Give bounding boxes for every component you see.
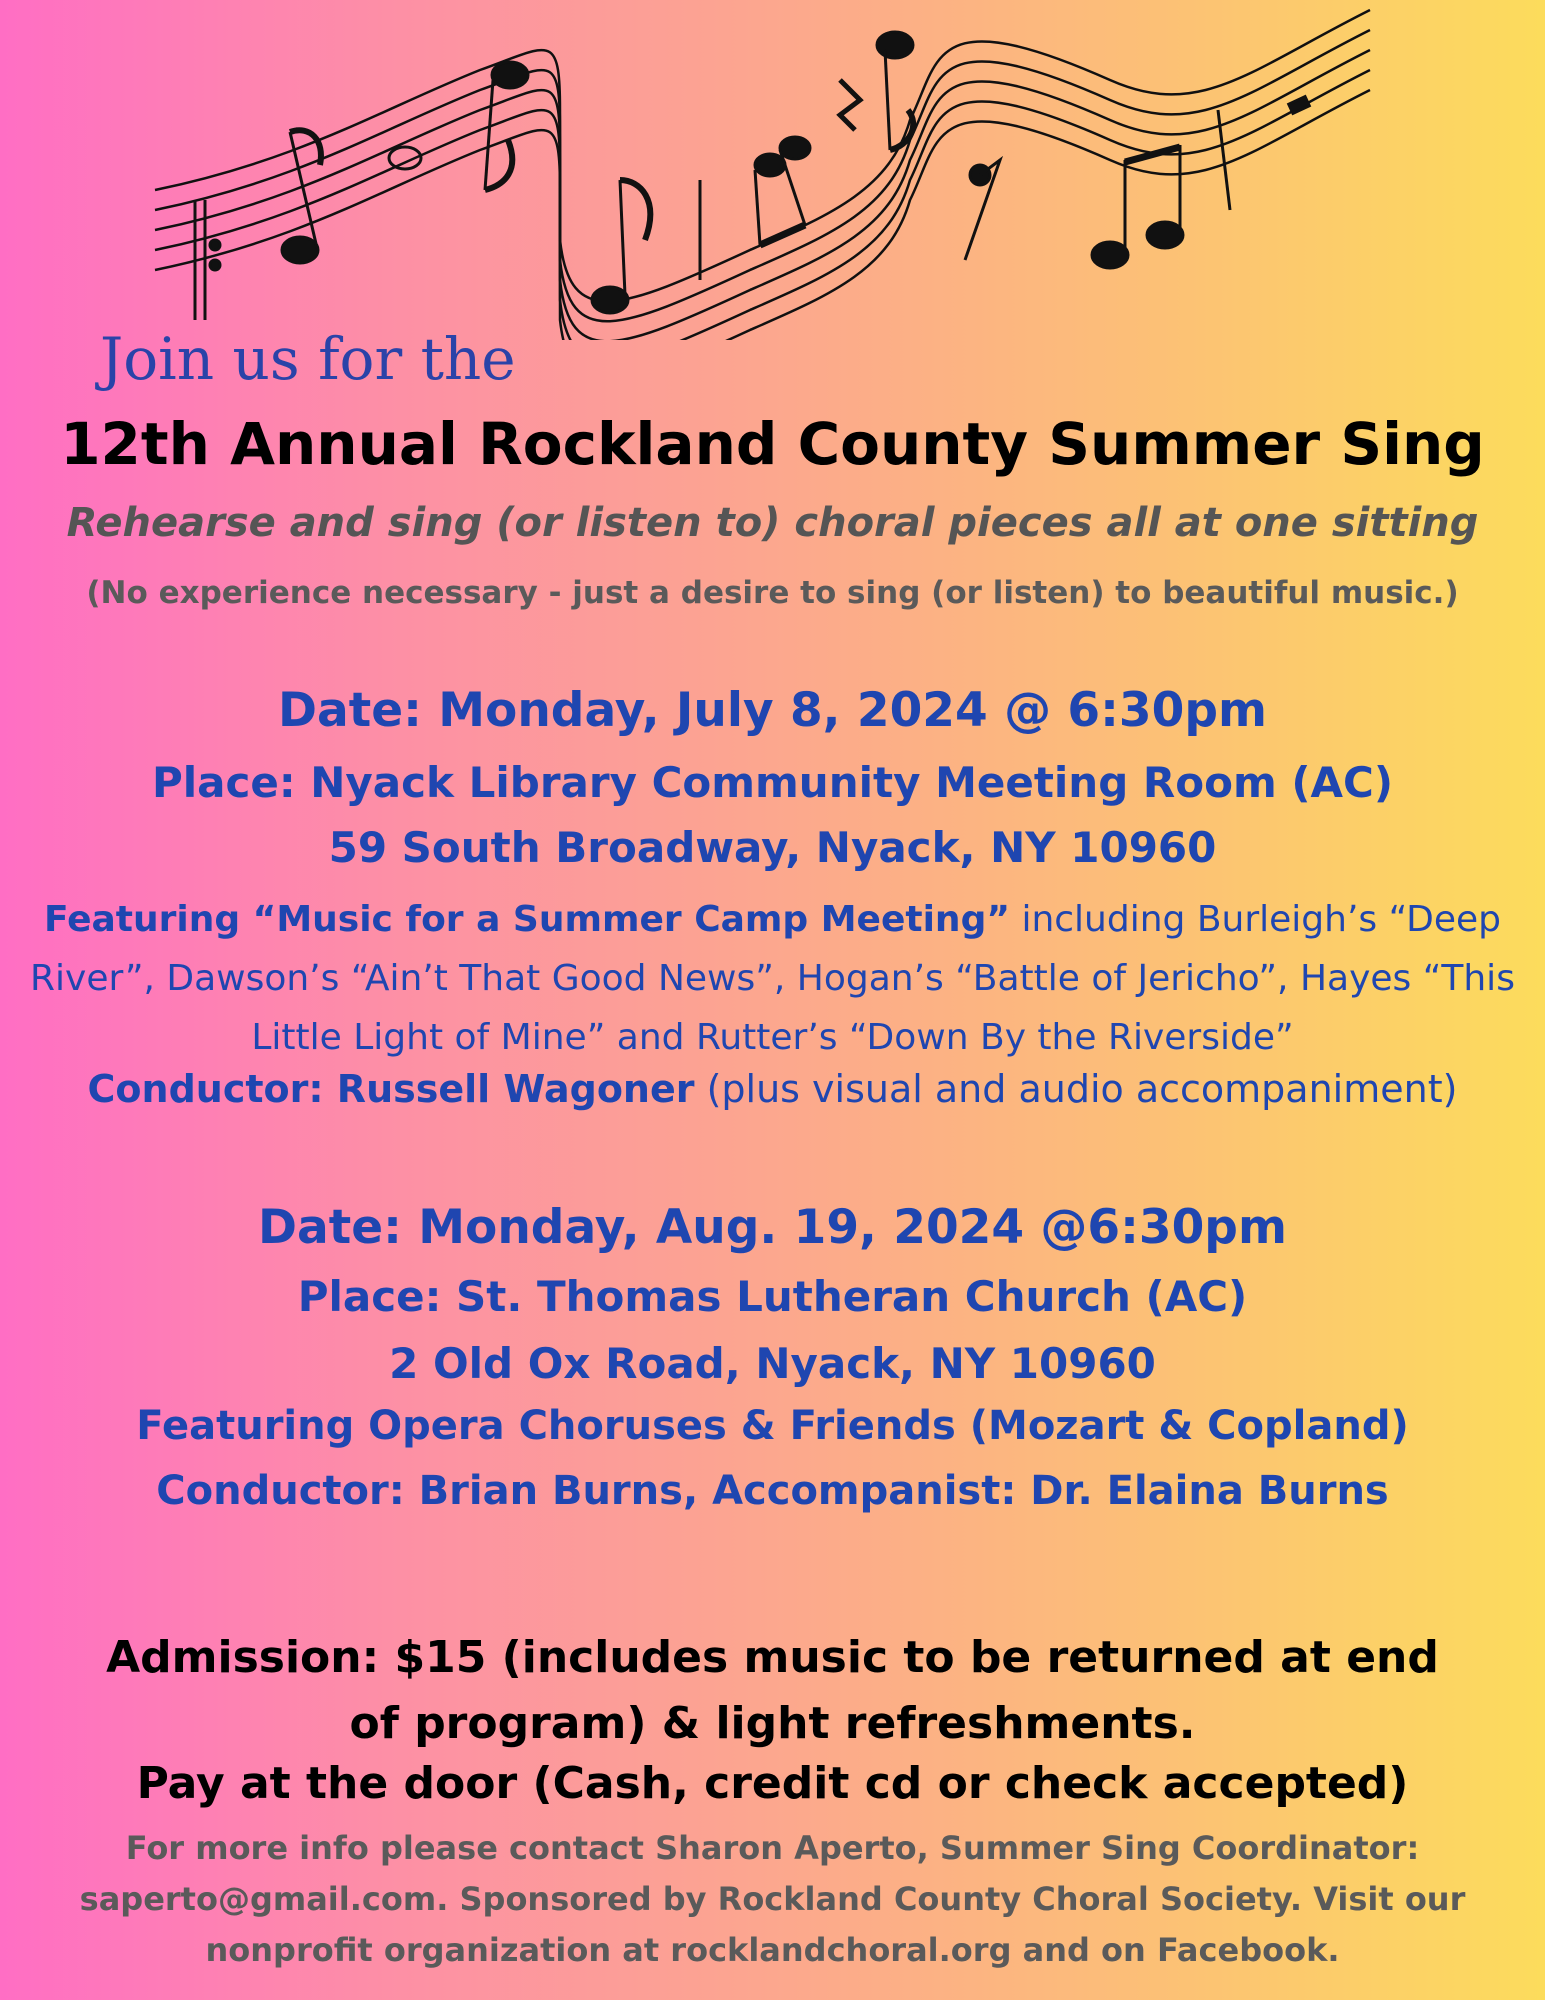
- event1-conductor-name: Conductor: Russell Wagoner: [87, 1067, 695, 1111]
- event1-place: Place: Nyack Library Community Meeting Room (AC): [151, 758, 1394, 807]
- admission-info: Admission: $15 (includes music to be returned at end of program) & light refreshments.: [106, 1632, 1439, 1749]
- event1-featuring-pieces: including Burleigh’s “Deep River”, Dawson’s “Ain’t That Good News”, Hogan’s “Battle of Jericho”, Hayes “This Little Light of Mine” and Rutter’s “Down By the Riverside”: [30, 899, 1515, 1058]
- event1-featuring: [0, 890, 1545, 1067]
- experience-note: (No experience necessary - just a desire to sing (or listen) to beautiful music.): [86, 575, 1459, 611]
- event1-conductor-note: (plus visual and audio accompaniment): [694, 1067, 1458, 1111]
- event2-place: Place: St. Thomas Lutheran Church (AC): [297, 1272, 1248, 1321]
- event1-address: 59 South Broadway, Nyack, NY 10960: [328, 823, 1217, 872]
- join-heading: Join us for the: [100, 325, 516, 393]
- music-staff-illustration: [150, 0, 1390, 340]
- page-subtitle: Rehearse and sing (or listen to) choral pieces all at one sitting: [66, 500, 1479, 546]
- page-title: 12th Annual Rockland County Summer Sing: [60, 410, 1485, 478]
- contact-info: For more info please contact Sharon Aperto, Summer Sing Coordinator: saperto@gmail.com. Sponsored by Rockland County Choral Society. Visit our nonprofit organization at rocklandchoral.org and on Facebook.: [79, 1829, 1466, 1969]
- event2-date: Date: Monday, Aug. 19, 2024 @6:30pm: [258, 1200, 1287, 1255]
- event1-featuring-title: Featuring “Music for a Summer Camp Meeting”: [43, 899, 1010, 940]
- event2-conductor: Conductor: Brian Burns, Accompanist: Dr. Elaina Burns: [156, 1468, 1389, 1514]
- event2-address: 2 Old Ox Road, Nyack, NY 10960: [389, 1339, 1156, 1388]
- payment-info: Pay at the door (Cash, credit cd or check accepted): [136, 1758, 1409, 1809]
- event1-conductor: [0, 1067, 1545, 1111]
- event2-featuring: Featuring Opera Choruses & Friends (Mozart & Copland): [136, 1403, 1409, 1449]
- event1-date: Date: Monday, July 8, 2024 @ 6:30pm: [278, 683, 1267, 738]
